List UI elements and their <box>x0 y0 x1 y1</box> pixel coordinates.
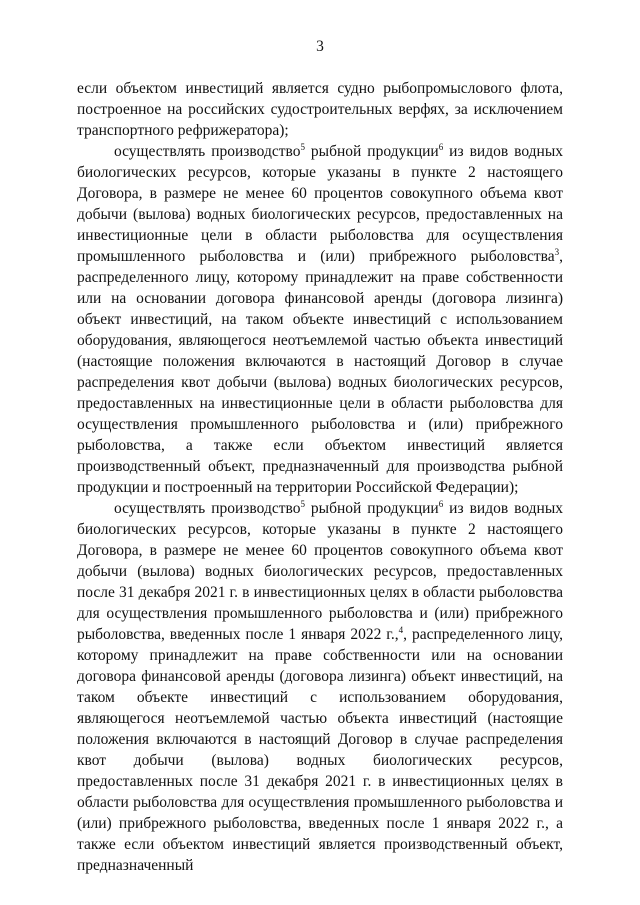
footnote-marker: 6 <box>438 141 444 152</box>
footnote-marker: 4 <box>398 624 404 635</box>
text-segment: , распределенного лицу, которому принадлежит на праве собственности или на основании договора финансовой аренды (договора лизинга) объект инвестиций, на таком объекте инвестиций с использованием оборудования, являющегося неотъемлемой частью объекта инвестиций (настоящие положения включаются в настоящий Договор в случае распределения квот добычи (вылова) водных биологических ресурсов, предоставленных на инвестиционные цели в области рыболовства для осуществления промышленного рыболовства и (или) прибрежного рыболовства, а также если объектом инвестиций является производственный объект, предназначенный для производства рыбной продукции и построенный на территории Российской Федерации); <box>77 248 563 496</box>
footnote-marker: 5 <box>300 498 305 509</box>
text-segment: рыбной продукции <box>304 143 439 160</box>
paragraph-2 <box>77 141 563 498</box>
text-segment: осуществлять производство <box>114 500 301 517</box>
paragraph-1 <box>77 78 563 141</box>
footnote-marker: 6 <box>438 498 444 509</box>
footnote-marker: 5 <box>300 141 305 152</box>
text-segment: из видов водных биологических ресурсов, которые указаны в пункте 2 настоящего Договора, в размере не менее 60 процентов совокупного объема квот добычи (вылова) водных биологических ресурсов, предоставленных после 31 декабря 2021 г. в инвестиционных целях в области рыболовства для осуществления промышленного рыболовства и (или) прибрежного рыболовства, введенных после 1 января 2022 г., <box>77 500 563 643</box>
page-number: 3 <box>316 38 324 55</box>
text-segment: из видов водных биологических ресурсов, которые указаны в пункте 2 настоящего Договора, в размере не менее 60 процентов совокупного объема квот добычи (вылова) водных биологических ресурсов, предоставленных на инвестиционные цели в области рыболовства для осуществления промышленного рыболовства и (или) прибрежного рыболовства <box>77 143 563 265</box>
text-segment: если объектом инвестиций является судно рыбопромыслового флота, построенное на российских судостроительных верфях, за исключением транспортного рефрижератора); <box>77 80 563 139</box>
text-segment: , распределенного лицу, которому принадлежит на праве собственности или на основании договора финансовой аренды (договора лизинга) объект инвестиций, на таком объекте инвестиций с использованием оборудования, являющегося неотъемлемой частью объекта инвестиций (настоящие положения включаются в настоящий Договор в случае распределения квот добычи (вылова) водных биологических ресурсов, предоставленных после 31 декабря 2021 г. в инвестиционных целях в области рыболовства для осуществления промышленного рыболовства и (или) прибрежного рыболовства, введенных после 1 января 2022 г., а также если объектом инвестиций является производственный объект, предназначенный <box>77 626 563 874</box>
text-segment: осуществлять производство <box>114 143 301 160</box>
footnote-marker: 3 <box>554 246 560 257</box>
paragraph-3 <box>77 498 563 876</box>
document-body <box>77 78 563 876</box>
text-segment: рыбной продукции <box>304 500 439 517</box>
